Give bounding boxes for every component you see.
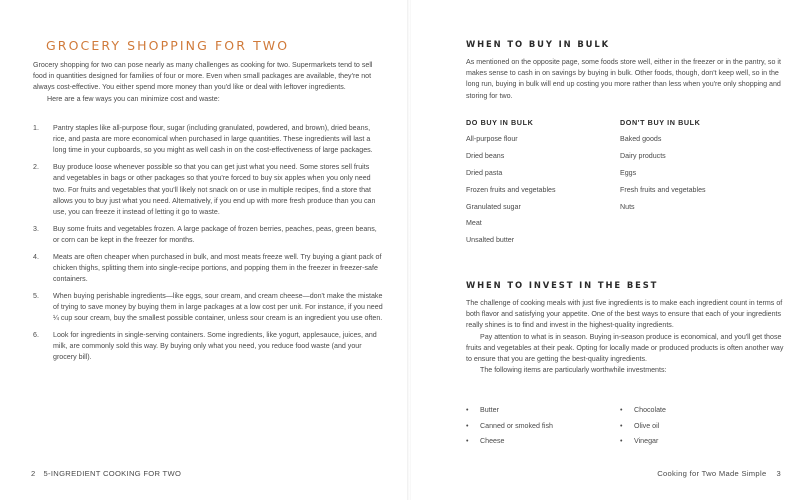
list-item: • Cheese bbox=[466, 437, 616, 453]
tip-text: Meats are often cheaper when purchased in bulk, and most meats freeze well. Try buying a giant pack of chicken thighs, splitting them into single-recipe portions, and popping them in the freezer in freezer-safe containers. bbox=[53, 252, 382, 283]
invest-section-title: WHEN TO INVEST IN THE BEST bbox=[466, 280, 659, 290]
list-item: Meat bbox=[466, 219, 482, 228]
invest-paragraph-1: The challenge of cooking meals with just five ingredients is to make each ingredient count in terms of both flavor and satisfying your appetite. One of the best ways to ensure that each of your ingredients really shines is to find and invest in the highest-quality ingredients. bbox=[466, 299, 783, 330]
list-item: Eggs bbox=[620, 168, 637, 177]
tip-number: 5. bbox=[33, 291, 39, 300]
invest-section bbox=[466, 298, 784, 376]
list-item: • Vinegar bbox=[620, 437, 770, 453]
tip-number: 6. bbox=[33, 330, 39, 339]
dont-buy-list bbox=[620, 135, 775, 219]
list-item bbox=[33, 224, 383, 246]
tip-text: Buy produce loose whenever possible so that you can get just what you need. Some stores sell fruits and vegetables in bags or other packages so that you're forced to buy six apples when you only need two. For fruits and vegetables that you'll likely not snack on or use in multiple recipes, find a store that allows you to buy just what you need. Alternatively, if you end up with more fresh produce than you can use, you can freeze it instead of letting it go to waste. bbox=[53, 163, 376, 216]
do-buy-list bbox=[466, 135, 621, 253]
list-item: • Butter bbox=[466, 406, 616, 422]
list-item: All-purpose flour bbox=[466, 135, 518, 143]
right-page bbox=[411, 0, 811, 500]
list-item: Fresh fruits and vegetables bbox=[620, 185, 706, 194]
tip-text: When buying perishable ingredients—like eggs, sour cream, and cream cheese—don't make the mistake of trying to save money by buying them in large packages at a low cost per unit. For instance, if you need ¼ cup sour cream, buy the smallest possible container, unless sour cream is an ingredient you use often. bbox=[53, 291, 383, 323]
invest-paragraph-2: Pay attention to what is in season. Buying in-season produce is economical, and you'll get those fruits and vegetables at their peak. Opting for locally made or produced products is often another way to ensure that you are getting the best-quality ingredients. bbox=[466, 332, 784, 364]
list-item: Baked goods bbox=[620, 135, 662, 143]
invest-paragraph-3: The following items are particularly worthwhile investments: bbox=[480, 366, 667, 375]
list-item: • Olive oil bbox=[620, 422, 770, 438]
list-item bbox=[33, 330, 383, 364]
bulk-paragraph: As mentioned on the opposite page, some foods store well, either in the freezer or in the pantry, so it makes sense to cash in on savings by buying in bulk. Other foods, though, don't keep well, so in the long run, buying in bulk will end up costing you more rather than less when you're only shopping and storing for two. bbox=[466, 58, 781, 100]
right-footer bbox=[657, 469, 781, 478]
bullet-icon: • bbox=[620, 406, 623, 414]
left-footer bbox=[31, 469, 181, 478]
invest-list-right bbox=[620, 406, 770, 453]
bullet-icon: • bbox=[466, 437, 469, 445]
bulk-section-title: WHEN TO BUY IN BULK bbox=[466, 39, 610, 49]
bullet-icon: • bbox=[620, 421, 623, 430]
tip-text: Look for ingredients in single-serving containers. Some ingredients, like yogurt, applesauce, juices, and milk, are commonly sold this way. By buying only what you need, you reduce food waste (and your grocery bill). bbox=[53, 330, 377, 362]
bullet-icon: • bbox=[620, 437, 623, 445]
list-item: • Canned or smoked fish bbox=[466, 422, 616, 438]
tips-list bbox=[33, 123, 383, 369]
list-item: Frozen fruits and vegetables bbox=[466, 185, 556, 194]
intro-section bbox=[33, 60, 383, 105]
page-title: GROCERY SHOPPING FOR TWO bbox=[46, 38, 290, 53]
list-item: Unsalted butter bbox=[466, 236, 515, 245]
bullet-icon: • bbox=[466, 406, 469, 414]
invest-list-left bbox=[466, 406, 616, 453]
list-item bbox=[33, 123, 383, 157]
list-item: Granulated sugar bbox=[466, 202, 521, 211]
list-item: Dairy products bbox=[620, 151, 666, 160]
tip-text: Pantry staples like all-purpose flour, sugar (including granulated, powdered, and brown), dried beans, rice, and pasta are more economical when purchased in large quantities. These ingredients will last a long time in your cupboards, so you might as well cash in on the cost-effectiveness of large packages. bbox=[53, 124, 373, 155]
intro-paragraph: Grocery shopping for two can pose nearly as many challenges as cooking for two. Supermarkets tend to sell food in quantities designed for families of four or more. Even when small packages are available, they're not always cost-effective. You either spend more money than you'd like or deal with leftover ingredients. bbox=[33, 61, 373, 92]
tip-number: 1. bbox=[33, 124, 39, 132]
list-item bbox=[33, 291, 383, 325]
list-item bbox=[33, 162, 383, 218]
bullet-icon: • bbox=[466, 421, 469, 430]
intro-subparagraph: Here are a few ways you can minimize cost and waste: bbox=[47, 94, 220, 103]
do-buy-heading: DO BUY IN BULK bbox=[466, 118, 534, 127]
running-title: Cooking for Two Made Simple bbox=[657, 469, 767, 478]
page-number: 3 bbox=[776, 469, 781, 478]
list-item: • Chocolate bbox=[620, 406, 770, 422]
list-item: Dried pasta bbox=[466, 168, 503, 177]
page-number: 2 bbox=[31, 469, 36, 478]
dont-buy-column bbox=[620, 118, 775, 219]
do-buy-column bbox=[466, 118, 621, 253]
tip-number: 2. bbox=[33, 163, 39, 172]
tip-number: 4. bbox=[33, 252, 39, 261]
tip-number: 3. bbox=[33, 224, 39, 233]
dont-buy-heading: DON'T BUY IN BULK bbox=[620, 118, 701, 127]
list-item bbox=[33, 252, 383, 286]
list-item: Dried beans bbox=[466, 151, 505, 160]
tip-text: Buy some fruits and vegetables frozen. A large package of frozen berries, peaches, peas, green beans, or corn can be kept in the freezer for months. bbox=[53, 224, 377, 244]
list-item: Nuts bbox=[620, 202, 635, 211]
running-title: 5-INGREDIENT COOKING FOR TWO bbox=[43, 469, 182, 478]
